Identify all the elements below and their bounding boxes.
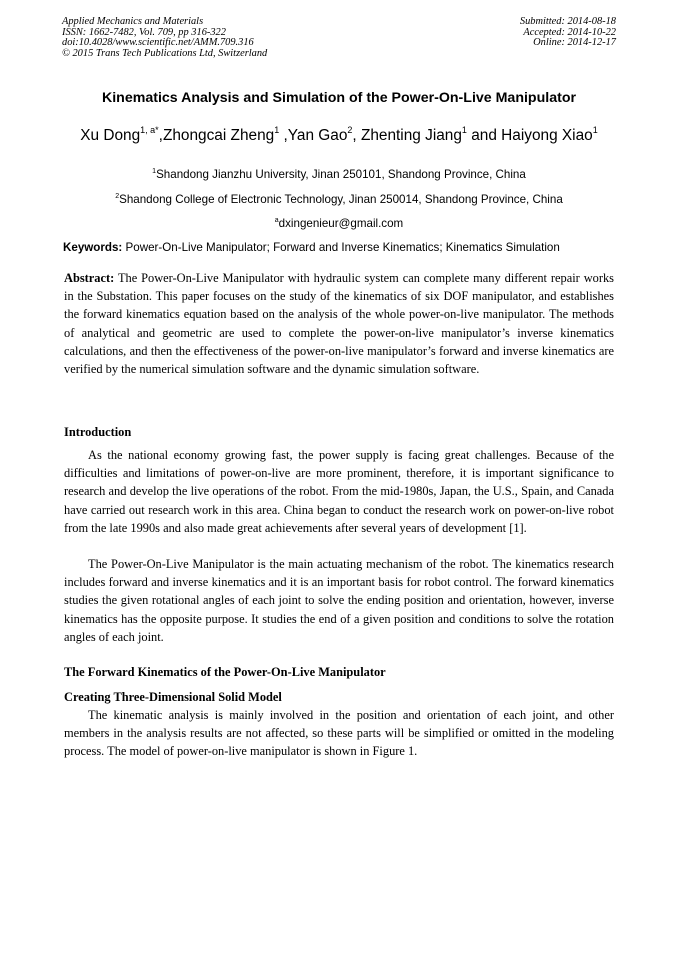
author-list — [0, 127, 678, 145]
abstract-label: Abstract: — [64, 271, 115, 285]
introduction-paragraph-1: As the national economy growing fast, the power supply is facing great challenges. Because of the difficulties and limitations of power-on-live are more prominent, therefore, it is important significance to research and develop the live operations of the robot. From the mid-1980s, Japan, the U.S., Spain, and Canada have carried out research work in this area. China began to conduct the research work on power-on-live robot from the late 1990s and also made great achievements after several years of development [1]. — [64, 448, 614, 535]
keywords-label: Keywords: — [63, 241, 123, 254]
author-name: Zhongcai Zheng — [162, 127, 275, 144]
email-mark: a — [274, 217, 279, 224]
author-name: Zhenting Jiang — [360, 127, 462, 144]
author-email — [0, 217, 678, 230]
affiliation-text: Shandong Jianzhu University, Jinan 250101, Shandong Province, China — [156, 168, 526, 181]
author-name: Yan Gao — [287, 127, 348, 144]
author-affiliation-mark: 1 — [592, 125, 598, 135]
journal-name: Applied Mechanics and Materials — [62, 16, 204, 27]
keywords-text: Power-On-Live Manipulator; Forward and Inverse Kinematics; Kinematics Simulation — [125, 241, 560, 254]
journal-issn: ISSN: 1662-7482, Vol. 709, pp 316-322 — [62, 26, 226, 38]
abstract — [64, 269, 614, 378]
author-affiliation-mark: 1 — [274, 125, 280, 135]
submitted-date: Submitted: 2014-08-18 — [519, 16, 616, 27]
author-affiliation-mark: 2 — [347, 125, 353, 135]
paper-title: Kinematics Analysis and Simulation of the Power-On-Live Manipulator — [101, 90, 577, 106]
affiliation-1 — [0, 168, 678, 181]
affiliation-text: Shandong College of Electronic Technology, Jinan 250014, Shandong Province, China — [119, 193, 563, 206]
author-name: Xu Dong — [80, 127, 141, 144]
section-heading-introduction: Introduction — [64, 425, 132, 439]
abstract-text: The Power-On-Live Manipulator with hydraulic system can complete many different repair works in the Substation. This paper focuses on the study of the kinematics of six DOF manipulator, and establishes the forward kinematics equation based on the analysis of the whole power-on-live manipulator. The methods of analytical and geometric are used to complete the power-on-live manipulator’s inverse kinematics calculations, and then the effectiveness of the power-on-live manipulator’s forward and inverse kinematics are verified by the numerical simulation software and the dynamic simulation software. — [64, 271, 615, 377]
section-heading-forward-kinematics: The Forward Kinematics of the Power-On-Live Manipulator — [64, 665, 386, 679]
author-separator: , — [279, 127, 288, 144]
introduction-paragraph-2: The Power-On-Live Manipulator is the main actuating mechanism of the robot. The kinematics research includes forward and inverse kinematics and it is an important basis for robot control. The forward kinematics studies the given rotational angles of each joint to solve the ending position and orientation, however, inverse kinematics has the opposite purpose. It studies the end of a given position and conditions to solve the rotation angles of each joint. — [64, 557, 614, 644]
author-separator: , — [352, 127, 361, 144]
author-name: Haiyong Xiao — [501, 127, 593, 144]
author-separator: , — [158, 127, 163, 144]
affiliation-2 — [0, 193, 678, 206]
online-date: Online: 2014-12-17 — [533, 37, 616, 49]
journal-doi: doi:10.4028/www.scientific.net/AMM.709.316 — [62, 37, 254, 49]
accepted-date: Accepted: 2014-10-22 — [523, 26, 616, 38]
email-text: dxingenieur@gmail.com — [278, 217, 404, 230]
solid-model-paragraph: The kinematic analysis is mainly involved in the position and orientation of each joint, and other members in the analysis results are not affected, so these parts will be simplified or omitted in the modeling process. The model of power-on-live manipulator is shown in Figure 1. — [64, 708, 614, 759]
keywords — [63, 241, 615, 254]
subsection-heading-solid-model: Creating Three-Dimensional Solid Model — [64, 690, 282, 704]
author-affiliation-mark: 1 — [461, 125, 467, 135]
journal-copyright: © 2015 Trans Tech Publications Ltd, Switzerland — [62, 47, 268, 59]
author-affiliation-mark: 1, a* — [140, 125, 159, 135]
journal-header-right — [520, 17, 616, 49]
affiliation-mark: 2 — [115, 193, 120, 200]
author-separator: and — [466, 127, 502, 144]
journal-header-left — [62, 17, 267, 59]
affiliation-mark: 1 — [152, 168, 157, 175]
